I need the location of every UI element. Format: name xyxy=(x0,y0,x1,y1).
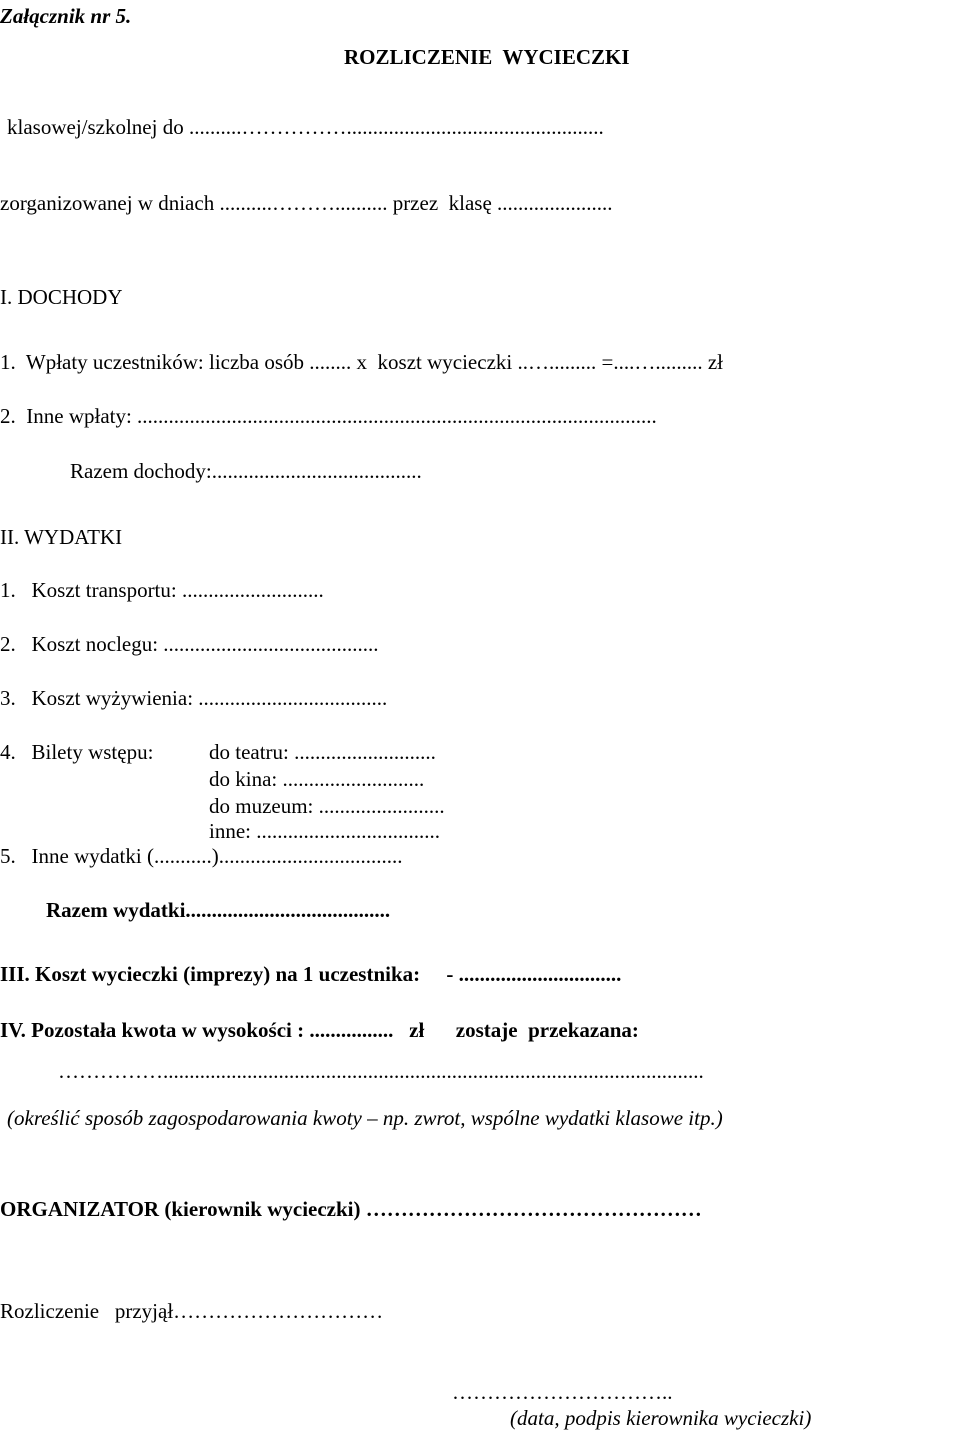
ticket-museum: do muzeum: ........................ xyxy=(209,794,445,818)
income-total: Razem dochody:........................................ xyxy=(70,459,422,483)
expense-item-food: 3. Koszt wyżywienia: .................................... xyxy=(0,686,388,710)
expense-item-tickets-label: 4. Bilety wstępu: xyxy=(0,740,154,764)
intro-line-dates: zorganizowanej w dniach ..........……….......... przez klasę ...................... xyxy=(0,191,613,215)
income-item-participants: 1. Wpłaty uczestników: liczba osób ........ x koszt wycieczki ..…......... =....…......... zł xyxy=(0,350,723,374)
expense-item-transport: 1. Koszt transportu: ........................... xyxy=(0,578,324,602)
expenses-total: Razem wydatki....................................... xyxy=(46,898,391,922)
usage-note: (określić sposób zagospodarowania kwoty – np. zwrot, wspólne wydatki klasowe itp.) xyxy=(7,1106,723,1130)
expenses-heading: II. WYDATKI xyxy=(0,525,123,549)
income-heading: I. DOCHODY xyxy=(0,285,123,309)
expense-item-lodging: 2. Koszt noclegu: ......................................... xyxy=(0,632,379,656)
intro-line-class: klasowej/szkolnej do ..........……………................................................. xyxy=(7,115,604,139)
accepted-by-line: Rozliczenie przyjął………………………… xyxy=(0,1299,384,1323)
income-item-other: 2. Inne wpłaty: ................................................................................................... xyxy=(0,404,657,428)
attachment-label: Załącznik nr 5. xyxy=(0,4,132,28)
cost-per-participant: III. Koszt wycieczki (imprezy) na 1 uczestnika: - ............................... xyxy=(0,962,622,986)
signature-caption: (data, podpis kierownika wycieczki) xyxy=(510,1406,812,1430)
signature-line: ………………………….. xyxy=(452,1380,673,1404)
ticket-cinema: do kina: ........................... xyxy=(209,767,425,791)
document-title: ROZLICZENIE WYCIECZKI xyxy=(344,45,630,69)
expense-item-other: 5. Inne wydatki (...........)................................... xyxy=(0,844,403,868)
remaining-amount: IV. Pozostała kwota w wysokości : ................ zł zostaje przekazana: xyxy=(0,1018,639,1042)
remaining-usage-line: ……………....................................................................................................... xyxy=(58,1059,704,1083)
ticket-other: inne: ................................... xyxy=(209,819,440,843)
ticket-theatre: do teatru: ........................... xyxy=(209,740,436,764)
organizer-line: ORGANIZATOR (kierownik wycieczki) ………………………………………… xyxy=(0,1197,702,1221)
